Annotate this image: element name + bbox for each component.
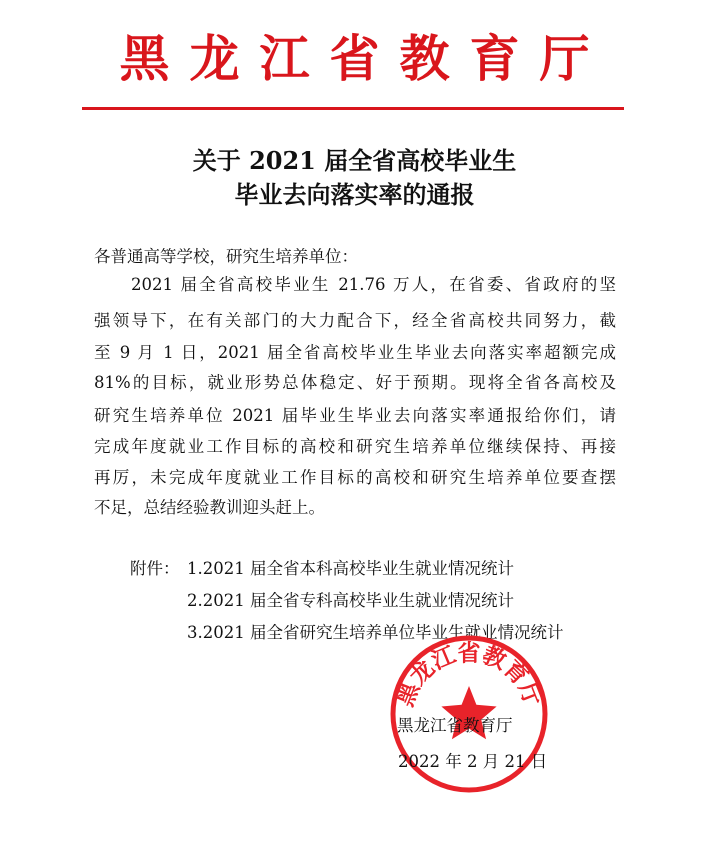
signature-date: 2022 年 2 月 21 日 <box>398 752 548 771</box>
body-line: 不足，总结经验教训迎头赶上。 <box>94 498 325 517</box>
body-line: 2021 届全省高校毕业生 21.76 万人，在省委、省政府的坚 <box>131 275 616 294</box>
attachment-item-2: 2.2021 届全省专科高校毕业生就业情况统计 <box>187 591 514 610</box>
attachment-item-1: 1.2021 届全省本科高校毕业生就业情况统计 <box>187 559 514 578</box>
document-title <box>0 144 709 212</box>
title-line-2: 毕业去向落实率的通报 <box>234 180 475 209</box>
body-line: 完成年度就业工作目标的高校和研究生培养单位继续保持、再接 <box>94 437 616 456</box>
signature-organization: 黑龙江省教育厅 <box>397 716 513 735</box>
masthead-title: 黑龙江省教育厅 <box>119 29 610 88</box>
body-line: 至 9 月 1 日，2021 届全省高校毕业生毕业去向落实率超额完成 <box>94 343 616 362</box>
body-line: 再厉，未完成年度就业工作目标的高校和研究生培养单位要查摆 <box>94 468 616 487</box>
seal-lettering: 黑龙江省教育厅 <box>391 639 547 711</box>
title-line-1: 关于 2021 届全省高校毕业生 <box>192 146 517 175</box>
salutation: 各普通高等学校，研究生培养单位： <box>94 247 358 266</box>
red-divider-line <box>82 107 624 110</box>
body-line: 研究生培养单位 2021 届毕业生毕业去向落实率通报给你们，请 <box>94 406 616 425</box>
attachment-item-3: 3.2021 届全省研究生培养单位毕业生就业情况统计 <box>187 623 564 642</box>
attachments-label: 附件： <box>130 559 180 578</box>
body-line: 81%的目标，就业形势总体稳定、好于预期。现将全省各高校及 <box>94 373 616 392</box>
body-line: 强领导下，在有关部门的大力配合下，经全省高校共同努力，截 <box>94 311 616 330</box>
